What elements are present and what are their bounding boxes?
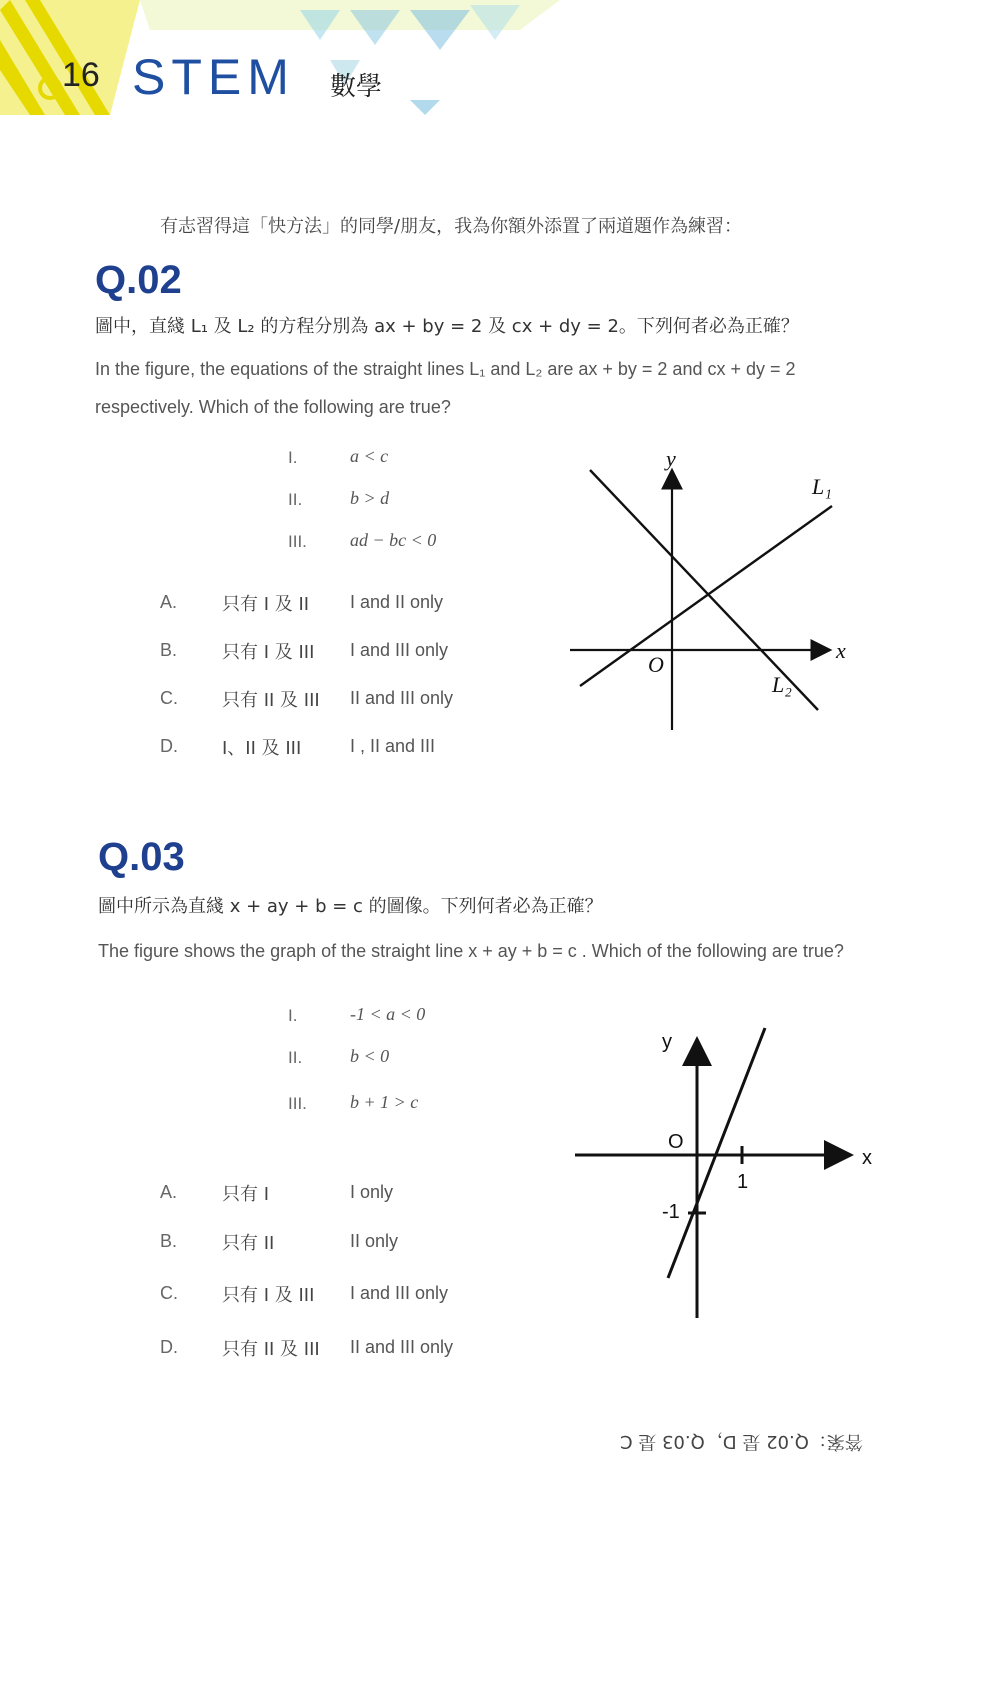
q2-question-en: In the figure, the equations of the straight lines L₁ and L₂ are ax + by = 2 and cx + dy = 2 respectively. Which of the following are true? [95, 359, 796, 417]
q2-statement-text: ad − bc < 0 [350, 530, 437, 550]
q3-statement-num: II. [288, 1048, 303, 1067]
q2-option-letter[interactable]: B. [160, 640, 178, 660]
q2-statement-text: a < c [350, 446, 389, 466]
q3-statement-text: b < 0 [350, 1046, 390, 1066]
origin-label: O [648, 652, 664, 677]
q3-option-en[interactable]: II and III only [350, 1337, 454, 1357]
q2-statement-num: III. [288, 532, 307, 551]
q3-statement-text: -1 < a < 0 [350, 1004, 426, 1024]
q2-statement-num: II. [288, 490, 303, 509]
q2-option-en[interactable]: I and II only [350, 592, 444, 612]
q3-statement-num: I. [288, 1006, 298, 1025]
q2-option-zh[interactable]: 只有 II 及 III [222, 690, 320, 711]
graph-line [668, 1028, 765, 1278]
q2-title: Q.02 [95, 258, 182, 302]
brand-title: STEM [132, 49, 295, 105]
q3-option-en[interactable]: I and III only [350, 1283, 449, 1303]
q3-question-zh: 圖中所示為直綫 x + ay + b = c 的圖像。下列何者必為正確？ [98, 896, 603, 917]
q2-option-en[interactable]: I , II and III [350, 736, 436, 756]
y-tick-label: -1 [662, 1201, 680, 1223]
q2-option-en[interactable]: II and III only [350, 688, 454, 708]
q3-option-letter[interactable]: A. [160, 1182, 178, 1202]
answer-text: 答案：Q.02 是 D，Q.03 是 C [620, 1431, 863, 1452]
q3-statement-num: III. [288, 1094, 307, 1113]
y-axis-label: y [662, 1031, 672, 1053]
q3-option-letter[interactable]: C. [160, 1283, 178, 1303]
q3-option-letter[interactable]: D. [160, 1337, 178, 1357]
q2-option-zh[interactable]: 只有 I 及 III [222, 642, 315, 663]
q3-question-en: The figure shows the graph of the straight line x + ay + b = c . Which of the following are true? [98, 941, 844, 961]
q2-question-zh: 圖中，直綫 L₁ 及 L₂ 的方程分別為 ax + by = 2 及 cx + dy = 2。下列何者必為正確？ [95, 316, 799, 337]
q2-option-letter[interactable]: D. [160, 736, 178, 756]
intro-text: 有志習得這「快方法」的同學/朋友，我為你額外添置了兩道題作為練習： [160, 216, 743, 237]
q3-title: Q.03 [98, 835, 185, 879]
y-axis-label: y [666, 446, 676, 471]
q2-figure [560, 440, 880, 740]
q2-statement-text: b > d [350, 488, 390, 508]
q3-option-zh[interactable]: 只有 I 及 III [222, 1285, 315, 1306]
q2-statement-num: I. [288, 448, 298, 467]
q3-option-zh[interactable]: 只有 I [222, 1184, 270, 1205]
line-l1-label: L₁ [812, 474, 832, 499]
page-number: 16 [62, 56, 100, 94]
q3-option-zh[interactable]: 只有 II 及 III [222, 1339, 320, 1360]
subject-label: 數學 [330, 72, 383, 102]
q2-option-letter[interactable]: A. [160, 592, 178, 612]
x-axis-label: x [836, 638, 846, 663]
x-tick-label: 1 [737, 1171, 749, 1193]
q3-option-en[interactable]: I only [350, 1182, 394, 1202]
origin-label: O [668, 1131, 684, 1153]
x-axis-label: x [862, 1147, 872, 1169]
q3-option-en[interactable]: II only [350, 1231, 399, 1251]
q3-option-zh[interactable]: 只有 II [222, 1233, 275, 1254]
q2-option-letter[interactable]: C. [160, 688, 178, 708]
q3-figure [570, 1020, 910, 1330]
q3-option-letter[interactable]: B. [160, 1231, 178, 1251]
line-l1 [580, 506, 832, 686]
q2-option-en[interactable]: I and III only [350, 640, 449, 660]
line-l2-label: L₂ [772, 672, 792, 697]
q2-option-zh[interactable]: I、II 及 III [222, 738, 302, 759]
q3-statement-text: b + 1 > c [350, 1092, 419, 1112]
q2-option-zh[interactable]: 只有 I 及 II [222, 594, 310, 615]
